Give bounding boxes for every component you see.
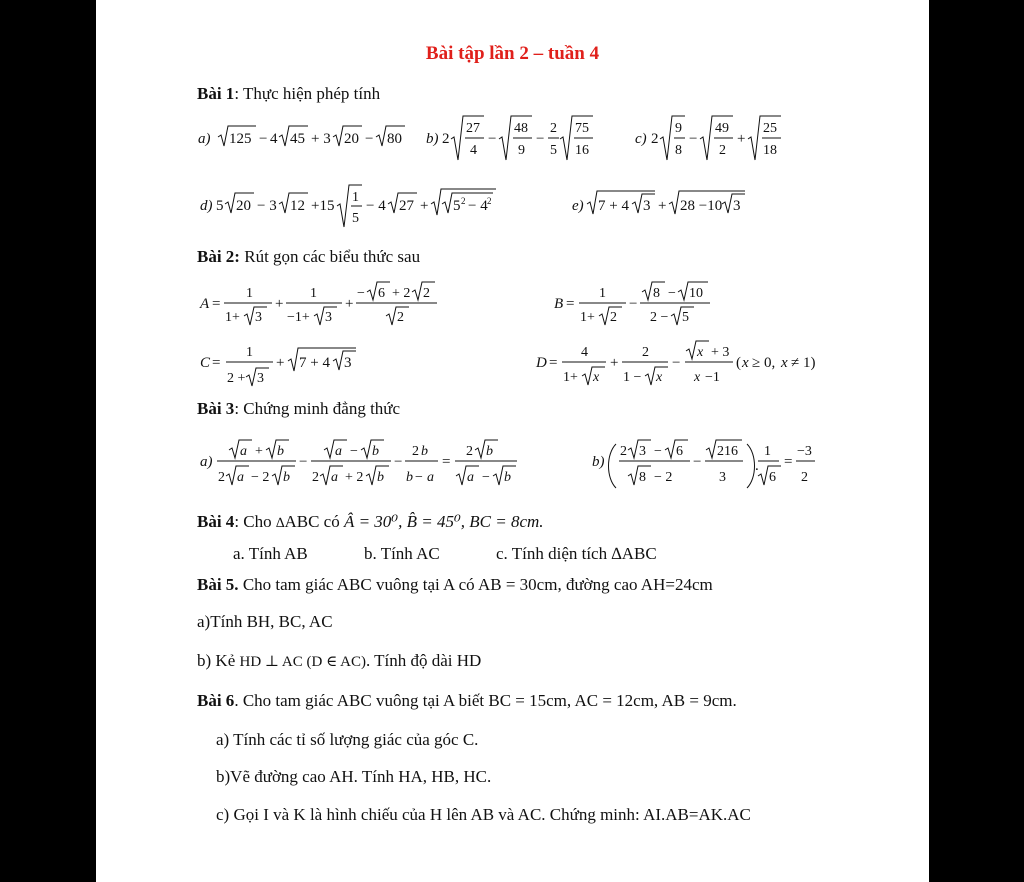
svg-text:8: 8 — [639, 470, 646, 485]
bai6-item-a: a) Tính các tỉ số lượng giác của góc C. — [216, 730, 479, 749]
svg-text:+: + — [658, 198, 667, 214]
svg-text:2: 2 — [719, 143, 726, 158]
bai6-item-b: b)Vẽ đường cao AH. Tính HA, HB, HC. — [216, 767, 492, 786]
svg-text:16: 16 — [575, 143, 589, 158]
svg-text:+ 3: + 3 — [711, 345, 730, 360]
bai4-item-c-triangle: ∆ABC — [611, 544, 657, 563]
svg-text:− 4: − 4 — [468, 198, 488, 214]
svg-text:e): e) — [572, 198, 584, 214]
svg-text:3: 3 — [639, 444, 646, 459]
bai5-item-b — [197, 651, 481, 672]
svg-text:20: 20 — [236, 198, 251, 214]
svg-text:b): b) — [592, 454, 605, 470]
bai4-label: Bài 4 — [197, 512, 235, 531]
svg-text:12: 12 — [290, 198, 305, 214]
svg-text:c): c) — [635, 131, 647, 147]
svg-text:+ 3: + 3 — [311, 131, 331, 147]
svg-text:45: 45 — [290, 131, 305, 147]
svg-text:x: x — [781, 355, 788, 371]
svg-text:2: 2 — [461, 196, 466, 206]
svg-text:5: 5 — [682, 310, 689, 325]
bai3-heading — [197, 399, 400, 419]
svg-text:≥ 0,: ≥ 0, — [752, 355, 776, 371]
svg-text:3: 3 — [325, 310, 332, 325]
svg-text:−1: −1 — [705, 370, 720, 385]
svg-text:1+: 1+ — [563, 370, 578, 385]
svg-text:a: a — [237, 470, 244, 485]
bai5-item-b-text: b) Kẻ — [197, 651, 240, 670]
bai2-D-formula — [536, 339, 826, 391]
svg-text:10: 10 — [689, 286, 703, 301]
svg-text:=: = — [212, 296, 221, 312]
svg-text:1: 1 — [246, 286, 253, 301]
svg-text:b: b — [377, 470, 384, 485]
svg-text:28 −10: 28 −10 — [680, 198, 723, 214]
svg-text:−: − — [629, 296, 638, 312]
svg-text:1: 1 — [310, 286, 317, 301]
svg-text:2 +: 2 + — [227, 371, 246, 386]
svg-text:216: 216 — [717, 444, 738, 459]
svg-text:−: − — [299, 454, 308, 470]
bai4-text-mid: ABC có — [284, 512, 344, 531]
svg-text:2: 2 — [397, 310, 404, 325]
svg-text:2: 2 — [642, 345, 649, 360]
svg-text:(: ( — [736, 355, 741, 371]
svg-text:4: 4 — [470, 143, 477, 158]
svg-text:−: − — [668, 286, 676, 301]
svg-text:=: = — [212, 355, 221, 371]
bai2-C-formula — [200, 342, 370, 392]
svg-text:20: 20 — [344, 131, 359, 147]
bai5-item-a: a)Tính BH, BC, AC — [197, 612, 333, 631]
svg-text:a: a — [427, 470, 434, 485]
svg-text:b: b — [504, 470, 511, 485]
bai3-label: Bài 3 — [197, 399, 235, 418]
svg-text:−: − — [259, 131, 268, 147]
bai2-A-formula — [200, 281, 440, 331]
svg-text:8: 8 — [653, 286, 660, 301]
svg-text:125: 125 — [229, 131, 252, 147]
svg-text:2 −: 2 − — [650, 310, 669, 325]
svg-text:3: 3 — [344, 355, 352, 371]
svg-text:1: 1 — [352, 190, 359, 205]
svg-text:−: − — [357, 286, 365, 301]
svg-text:−: − — [482, 470, 490, 485]
bai2-text: Rút gọn các biểu thức sau — [239, 247, 421, 266]
svg-text:+ 2: + 2 — [392, 286, 411, 301]
svg-text:x: x — [656, 370, 663, 385]
bai1-e-formula — [572, 188, 762, 220]
document-title: Bài tập lần 2 – tuần 4 — [425, 43, 600, 64]
svg-text:a: a — [331, 470, 338, 485]
svg-text:=: = — [566, 296, 575, 312]
svg-text:25: 25 — [763, 121, 777, 136]
svg-text:a): a) — [198, 131, 211, 147]
svg-text:+: + — [420, 198, 429, 214]
svg-text:1 −: 1 − — [623, 370, 642, 385]
svg-text:4: 4 — [270, 131, 278, 147]
svg-text:b: b — [283, 470, 290, 485]
svg-text:4: 4 — [581, 345, 588, 360]
svg-text:8: 8 — [675, 143, 682, 158]
svg-text:49: 49 — [715, 121, 729, 136]
svg-text:−: − — [350, 444, 358, 459]
svg-text:3: 3 — [257, 371, 264, 386]
bai4-item-c — [496, 544, 657, 564]
svg-text:2: 2 — [487, 196, 492, 206]
document-page — [96, 0, 929, 882]
svg-text:2: 2 — [218, 470, 225, 485]
svg-text:−: − — [488, 131, 497, 147]
svg-text:2: 2 — [412, 444, 419, 459]
svg-text:x: x — [742, 355, 749, 371]
bai4-item-c-text: c. Tính diện tích — [496, 544, 612, 563]
svg-text:9: 9 — [675, 121, 682, 136]
svg-text:−: − — [415, 470, 423, 485]
svg-text:b: b — [486, 444, 493, 459]
svg-text:− 2: − 2 — [654, 470, 673, 485]
bai1-label: Bài 1 — [197, 84, 235, 103]
svg-text:2: 2 — [610, 310, 617, 325]
bai1-c-formula — [635, 112, 785, 164]
bai1-heading — [197, 84, 380, 104]
bai6-heading — [197, 691, 737, 711]
svg-text:2: 2 — [442, 131, 450, 147]
svg-text:2: 2 — [312, 470, 319, 485]
svg-text:+: + — [737, 131, 746, 147]
bai5-item-b-post: . Tính độ dài HD — [365, 651, 482, 670]
svg-text:−3: −3 — [797, 444, 812, 459]
svg-text:− 2: − 2 — [251, 470, 270, 485]
svg-text:5: 5 — [453, 198, 461, 214]
svg-text:x: x — [697, 345, 704, 360]
bai3-a-formula — [200, 436, 530, 490]
svg-text:A: A — [200, 296, 210, 312]
svg-text:=: = — [784, 454, 793, 470]
svg-text:80: 80 — [387, 131, 402, 147]
svg-text:d): d) — [200, 198, 213, 214]
bai2-B-formula — [554, 281, 714, 331]
triangle-symbol-icon: ∆ — [275, 516, 285, 531]
svg-text:3: 3 — [643, 198, 651, 214]
svg-text:+15: +15 — [311, 198, 335, 214]
svg-text:≠ 1): ≠ 1) — [791, 355, 816, 371]
bai1-a-formula — [198, 122, 408, 152]
bai1-b-formula — [426, 112, 596, 164]
svg-text:−: − — [394, 454, 403, 470]
bai4-angles: Â = 30⁰, B̂ = 45⁰, BC = 8cm. — [343, 512, 544, 531]
svg-text:+: + — [255, 444, 263, 459]
svg-text:3: 3 — [733, 198, 741, 214]
svg-text:6: 6 — [769, 470, 776, 485]
svg-text:2: 2 — [550, 121, 557, 136]
svg-text:75: 75 — [575, 121, 589, 136]
svg-text:7 + 4: 7 + 4 — [299, 355, 330, 371]
svg-text:5: 5 — [216, 198, 224, 214]
svg-text:−: − — [672, 355, 681, 371]
svg-text:1: 1 — [764, 444, 771, 459]
bai4-heading — [197, 512, 544, 534]
svg-text:48: 48 — [514, 121, 528, 136]
svg-text:b: b — [421, 444, 428, 459]
bai6-label: Bài 6 — [197, 691, 235, 710]
svg-text:18: 18 — [763, 143, 777, 158]
svg-text:−: − — [689, 131, 698, 147]
svg-text:27: 27 — [399, 198, 414, 214]
svg-text:2: 2 — [651, 131, 659, 147]
svg-text:−: − — [693, 454, 702, 470]
svg-text:b: b — [406, 470, 413, 485]
svg-text:6: 6 — [676, 444, 683, 459]
svg-text:+ 2: + 2 — [345, 470, 364, 485]
svg-text:B: B — [554, 296, 564, 312]
svg-text:− 4: − 4 — [366, 198, 386, 214]
bai6-text: . Cho tam giác ABC vuông tại A biết BC = 15cm, AC = 12cm, AB = 9cm. — [234, 691, 737, 710]
bai4-item-a: a. Tính AB — [233, 544, 308, 563]
svg-text:.: . — [755, 458, 759, 474]
svg-text:x: x — [593, 370, 600, 385]
svg-text:1+: 1+ — [580, 310, 595, 325]
bai1-d-formula — [200, 182, 500, 230]
svg-text:1+: 1+ — [225, 310, 240, 325]
svg-text:3: 3 — [255, 310, 262, 325]
svg-text:−: − — [654, 444, 662, 459]
svg-text:b): b) — [426, 131, 439, 147]
bai5-heading — [197, 575, 713, 595]
svg-text:2: 2 — [423, 286, 430, 301]
svg-text:x: x — [694, 370, 701, 385]
bai5-label: Bài 5. — [197, 575, 239, 594]
svg-text:7 + 4: 7 + 4 — [598, 198, 629, 214]
svg-text:=: = — [549, 355, 558, 371]
bai2-heading — [197, 247, 420, 267]
svg-text:a: a — [467, 470, 474, 485]
svg-text:b: b — [372, 444, 379, 459]
bai3-b-formula — [592, 436, 822, 490]
svg-text:−1+: −1+ — [287, 310, 310, 325]
bai5-text: Cho tam giác ABC vuông tại A có AB = 30cm, đường cao AH=24cm — [238, 575, 713, 594]
svg-text:5: 5 — [352, 211, 359, 226]
svg-text:+: + — [610, 355, 619, 371]
bai3-text: : Chứng minh đẳng thức — [234, 399, 401, 418]
svg-text:5: 5 — [550, 143, 557, 158]
svg-text:C: C — [200, 355, 211, 371]
bai5-item-b-math: HD ⊥ AC (D ∈ AC) — [239, 654, 366, 670]
svg-text:D: D — [536, 355, 547, 371]
svg-text:1: 1 — [599, 286, 606, 301]
bai1-text: : Thực hiện phép tính — [234, 84, 381, 103]
svg-text:27: 27 — [466, 121, 480, 136]
svg-text:2: 2 — [466, 444, 473, 459]
svg-text:−: − — [365, 131, 374, 147]
svg-text:=: = — [442, 454, 451, 470]
svg-text:+: + — [275, 296, 284, 312]
bai2-label: Bài 2: — [197, 247, 240, 266]
bai4-text-pre: : Cho — [234, 512, 276, 531]
bai4-item-b: b. Tính AC — [364, 544, 440, 563]
svg-text:3: 3 — [719, 470, 726, 485]
svg-text:1: 1 — [246, 345, 253, 360]
svg-text:2: 2 — [620, 444, 627, 459]
bai6-item-c: c) Gọi I và K là hình chiếu của H lên AB và AC. Chứng minh: AI.AB=AK.AC — [216, 805, 751, 824]
svg-text:2: 2 — [801, 470, 808, 485]
svg-text:+: + — [276, 355, 285, 371]
svg-text:6: 6 — [378, 286, 385, 301]
svg-text:a: a — [240, 444, 247, 459]
svg-text:a): a) — [200, 454, 213, 470]
svg-text:− 3: − 3 — [257, 198, 277, 214]
svg-text:a: a — [335, 444, 342, 459]
svg-text:−: − — [536, 131, 545, 147]
svg-text:9: 9 — [518, 143, 525, 158]
svg-text:+: + — [345, 296, 354, 312]
svg-text:b: b — [277, 444, 284, 459]
